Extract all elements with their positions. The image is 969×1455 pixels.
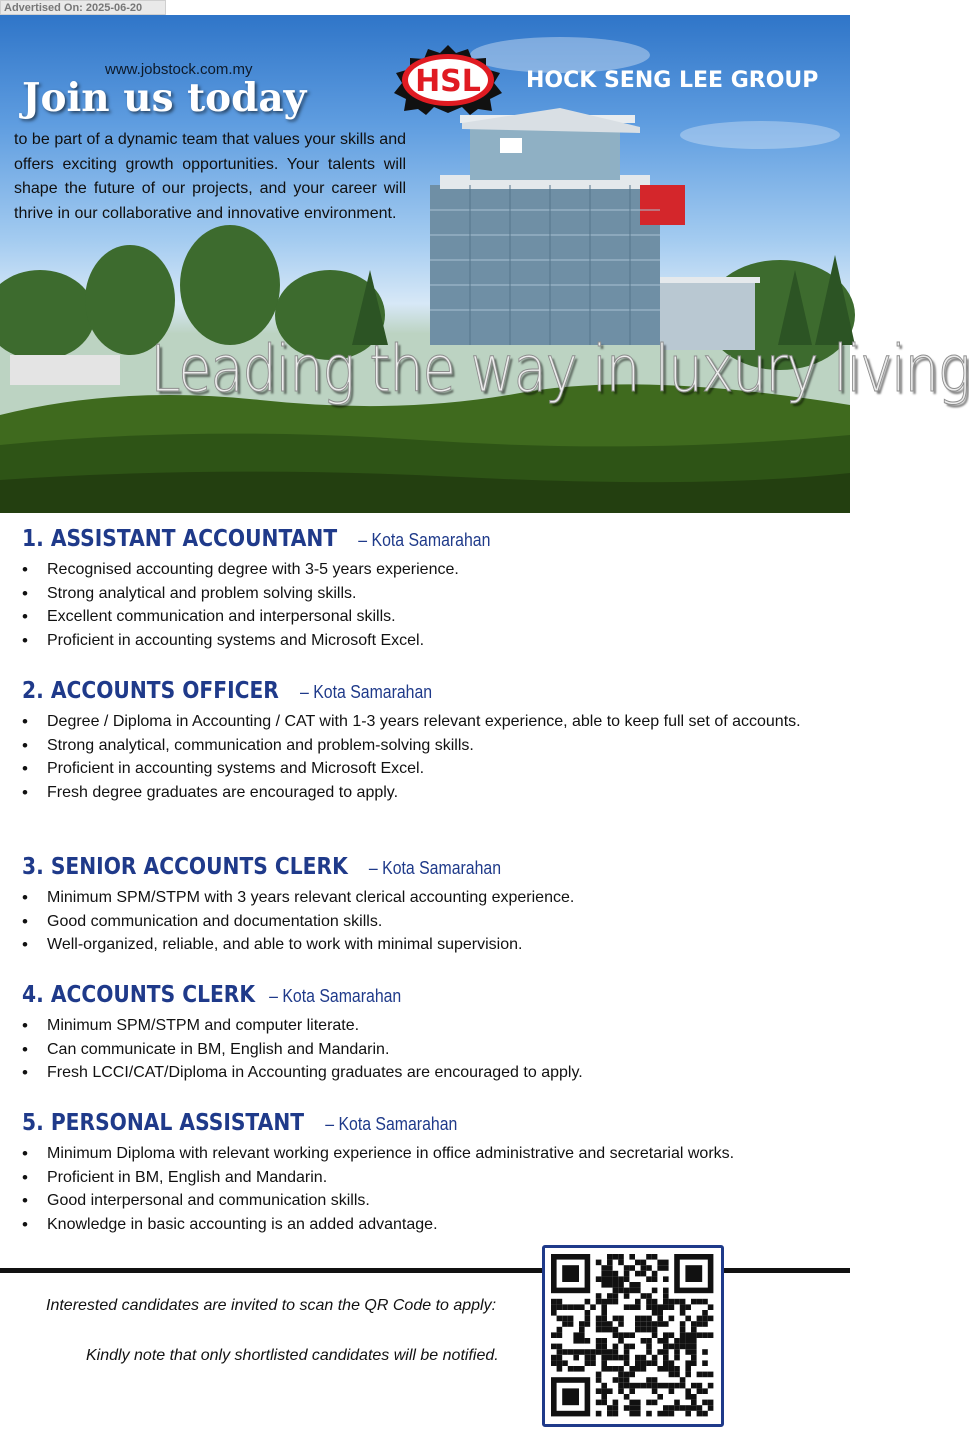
- job-title-text: ACCOUNTS CLERK: [50, 982, 256, 1008]
- job-title: [22, 678, 739, 710]
- shortlist-note: Kindly note that only shortlisted candidates will be notified.: [86, 1347, 499, 1364]
- requirement-item: • Good communication and documentation skills.: [22, 910, 837, 934]
- requirement-item: • Proficient in accounting systems and Microsoft Excel.: [22, 629, 837, 653]
- requirement-item: • Minimum SPM/STPM and computer literate.: [22, 1014, 837, 1038]
- hero-banner: [0, 15, 969, 513]
- intro-text: to be part of a dynamic team that values your skills and offers exciting growth opportunities. Your talents will shape the future of our projects, and your career will thrive in our collaborative and innovative environment.: [14, 131, 406, 222]
- requirement-item: • Fresh degree graduates are encouraged to apply.: [22, 781, 837, 805]
- requirement-item: • Strong analytical, communication and problem-solving skills.: [22, 734, 837, 758]
- requirement-item: • Strong analytical and problem solving skills.: [22, 582, 837, 606]
- job-number: 4.: [22, 982, 44, 1008]
- qr-code[interactable]: [542, 1245, 724, 1427]
- requirement-item: • Minimum Diploma with relevant working experience in office administrative and secretarial works.: [22, 1142, 837, 1166]
- requirement-item: • Degree / Diploma in Accounting / CAT with 1-3 years relevant experience, able to keep full set of accounts.: [22, 710, 812, 734]
- requirement-item: • Excellent communication and interpersonal skills.: [22, 605, 837, 629]
- requirement-item: • Can communicate in BM, English and Mandarin.: [22, 1038, 837, 1062]
- job-number: 3.: [22, 854, 44, 880]
- job-4: [22, 982, 837, 1085]
- requirements-list: [22, 710, 837, 804]
- job-number: 1.: [22, 526, 44, 552]
- job-5: [22, 1110, 837, 1236]
- requirement-item: • Fresh LCCI/CAT/Diploma in Accounting graduates are encouraged to apply.: [22, 1061, 837, 1085]
- requirement-item: • Proficient in accounting systems and Microsoft Excel.: [22, 757, 837, 781]
- job-number: 2.: [22, 678, 44, 704]
- apply-instruction: Interested candidates are invited to scan the QR Code to apply:: [46, 1297, 497, 1314]
- company-name: HOCK SENG LEE GROUP: [526, 68, 819, 93]
- requirements-list: [22, 558, 837, 652]
- job-number: 5.: [22, 1110, 44, 1136]
- requirement-item: • Good interpersonal and communication skills.: [22, 1189, 837, 1213]
- job-title: [22, 982, 739, 1014]
- job-title: [22, 526, 739, 558]
- requirement-item: • Knowledge in basic accounting is an added advantage.: [22, 1213, 837, 1237]
- requirements-list: [22, 1142, 837, 1236]
- requirement-item: • Recognised accounting degree with 3-5 years experience.: [22, 558, 837, 582]
- requirements-list: [22, 886, 837, 957]
- job-title: [22, 1110, 739, 1142]
- headline: Join us today: [22, 75, 307, 121]
- job-title-text: ACCOUNTS OFFICER: [50, 678, 279, 704]
- logo-text: HSL: [415, 64, 481, 99]
- advertised-date: Advertised On: 2025-06-20: [0, 0, 166, 15]
- job-location: – Kota Samarahan: [358, 530, 491, 550]
- job-title-text: SENIOR ACCOUNTS CLERK: [50, 854, 348, 880]
- website-url: www.jobstock.com.my: [105, 61, 253, 78]
- slogan-sign: Leading the way in luxury living: [150, 333, 969, 407]
- job-title-text: PERSONAL ASSISTANT: [50, 1110, 305, 1136]
- job-location: – Kota Samarahan: [325, 1114, 458, 1134]
- job-location: – Kota Samarahan: [300, 682, 433, 702]
- job-location: – Kota Samarahan: [269, 986, 402, 1006]
- job-2: [22, 678, 837, 804]
- requirement-item: • Proficient in BM, English and Mandarin.: [22, 1166, 837, 1190]
- job-1: [22, 526, 837, 652]
- requirement-item: • Minimum SPM/STPM with 3 years relevant clerical accounting experience.: [22, 886, 837, 910]
- requirement-item: • Well-organized, reliable, and able to work with minimal supervision.: [22, 933, 837, 957]
- job-title: [22, 854, 739, 886]
- job-location: – Kota Samarahan: [368, 858, 502, 878]
- job-3: [22, 854, 837, 957]
- hsl-logo: [392, 43, 504, 115]
- requirements-list: [22, 1014, 837, 1085]
- qr-code-image[interactable]: [545, 1248, 721, 1424]
- job-title-text: ASSISTANT ACCOUNTANT: [50, 526, 338, 552]
